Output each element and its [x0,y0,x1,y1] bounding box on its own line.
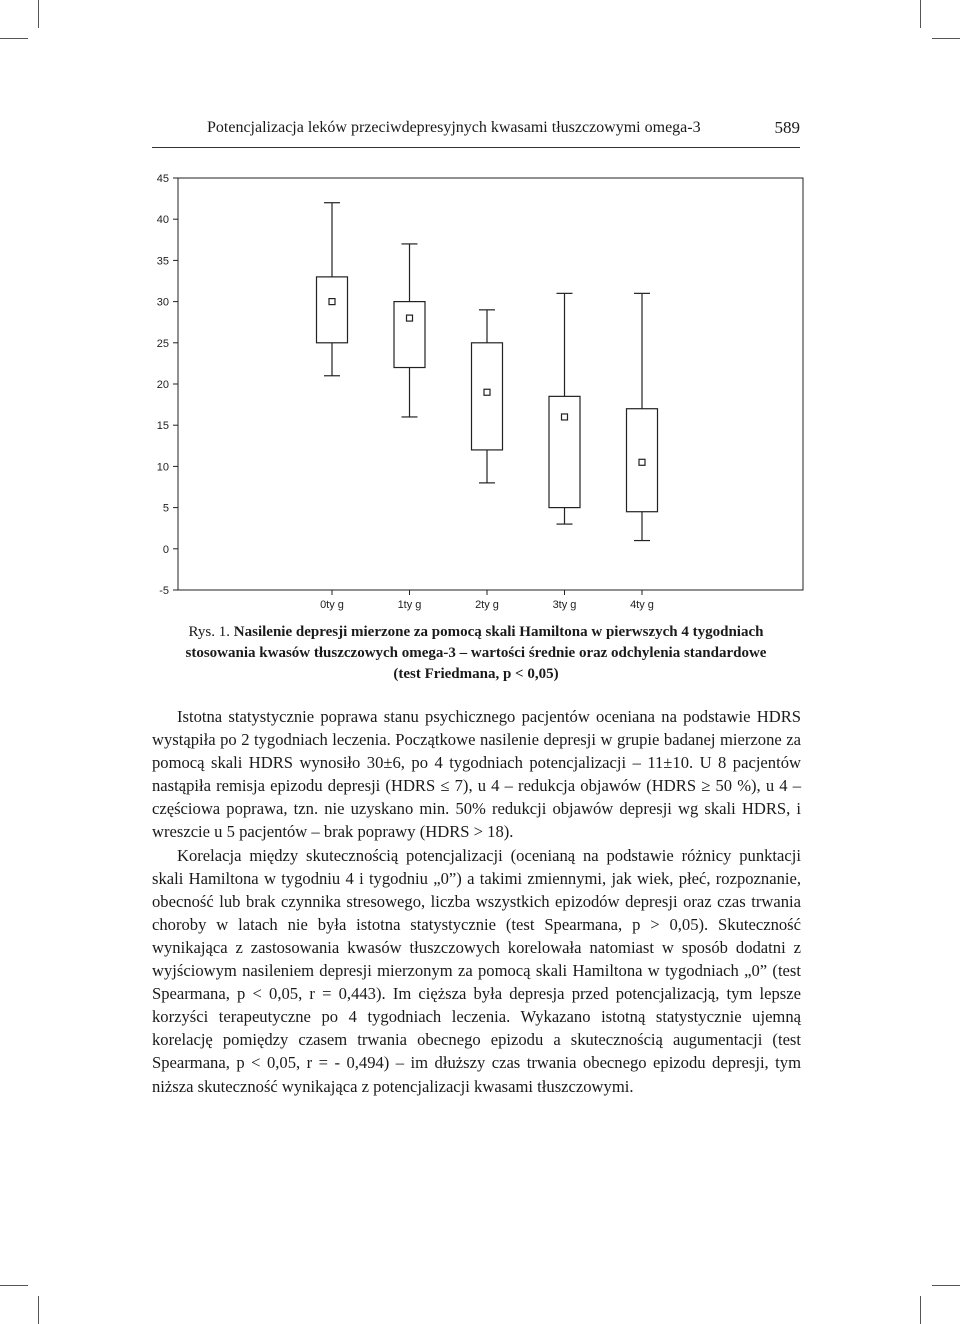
x-tick-label: 4ty g [630,599,654,611]
mean-marker [484,389,490,395]
x-tick-label: 3ty g [552,599,577,611]
crop-mark [0,1285,28,1286]
crop-mark [920,1296,921,1324]
paragraph: Istotna statystycznie poprawa stanu psychicznego pacjentów oceniana na podstawie HDRS wystąpiła po 2 tygodniach leczenia. Początkowe nasilenie depresji w grupie badanej mierzone za pomocą skali HDRS wynosiło 30±6, po 4 tygodniach potencjalizacji – 11±10. U 8 pacjentów nastąpiła remisja epizodu depresji (HDRS ≤ 7), u 4 – redukcja objawów (HDRS ≥ 50 %), u 4 – częściowa poprawa, tzn. nie uzyskano min. 50% redukcji objawów depresji wg skali HDRS, i wreszcie u 5 pacjentów – brak poprawy (HDRS > 18). [152,707,801,842]
paragraph: Korelacja między skutecznością potencjalizacji (ocenianą na podstawie różnicy punktacji skali Hamiltona w tygodniu 4 i tygodniu „0”) a takimi zmiennymi, jak wiek, płeć, rozpoznanie, obecność lub brak czynnika stresowego, liczba wszystkich epizodów depresji oraz czas trwania choroby w latach nie była istotna statystycznie (test Spearmana, p > 0,05). Skuteczność wynikająca z zastosowania kwasów tłuszczowych korelowała natomiast w sposób dodatni z wyjściowym nasileniem depresji mierzonym za pomocą skali Hamiltona w tygodniach „0” (test Spearmana, p < 0,05, r = 0,443). Im cięższa była depresja przed potencjalizacją, tym lepsze korzyści terapeutyczne po 4 tygodniach leczenia. Wykazano istotną statystycznie ujemną korelację pomiędzy czasem trwania obecnego epizodu a skutecznością augumentacji (test Spearmana, p < 0,05, r = - 0,494) – im dłuższy czas trwania obecnego epizodu depresji, tym niższa skuteczność wynikająca z potencjalizacji kwasami tłuszczowymi. [152,845,801,1096]
y-tick-label: 35 [156,255,169,268]
body-text [152,705,801,1098]
header-rule [152,147,800,148]
y-tick-label: 45 [156,173,169,185]
y-tick-label: 30 [156,296,169,309]
running-header [152,113,800,143]
caption-text-2: stosowania kwasów tłuszczowych omega-3 – wartości średnie oraz odchylenia standardowe [185,645,767,661]
box [549,396,580,507]
crop-mark [38,1296,39,1324]
y-tick-label: 20 [156,379,169,391]
x-tick-label: 0ty g [320,599,344,611]
y-tick-label: 40 [156,214,169,227]
y-tick-label: 15 [156,420,169,433]
y-tick-label: -5 [159,585,169,597]
mean-marker [407,315,413,321]
caption-text-1: Nasilenie depresji mierzone za pomocą skali Hamiltona w pierwszych 4 tygodniach [233,624,764,640]
crop-mark [920,0,921,28]
box [394,302,425,368]
figure-caption [152,622,800,685]
box [472,343,503,450]
running-title: Potencjalizacja leków przeciwdepresyjnych kwasami tłuszczowymi omega-3 [207,119,701,136]
y-tick-label: 10 [156,461,169,474]
mean-marker [562,414,568,420]
box-plot-figure [145,160,805,618]
crop-mark [38,0,39,28]
x-tick-label: 2ty g [475,599,499,611]
caption-text-3: (test Friedmana, p < 0,05) [393,666,559,682]
mean-marker [329,299,335,305]
crop-mark [932,1285,960,1286]
caption-line-1 [152,622,800,643]
page-number: 589 [774,118,800,137]
box-plot [145,160,805,618]
x-tick-label: 1ty g [397,599,422,611]
crop-mark [932,38,960,39]
y-tick-label: 5 [162,502,169,515]
crop-mark [0,38,28,39]
box [317,277,348,343]
caption-label: Rys. 1. [188,624,231,640]
y-tick-label: 25 [156,337,169,350]
mean-marker [639,459,645,465]
y-tick-label: 0 [162,543,169,556]
